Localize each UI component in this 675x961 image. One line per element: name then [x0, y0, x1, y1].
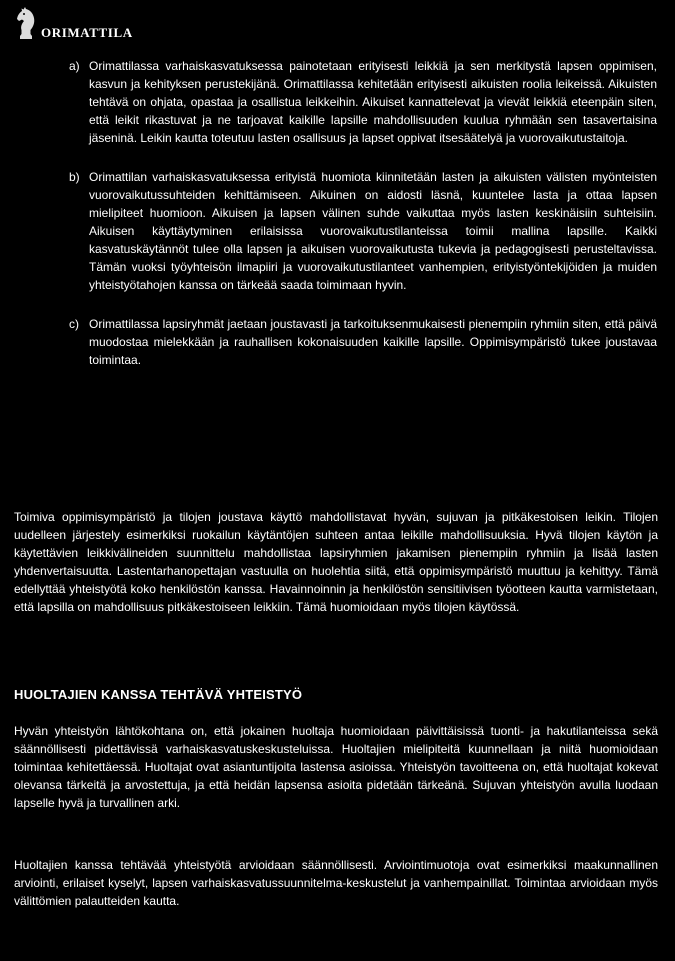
list-item-text: Orimattilassa lapsiryhmät jaetaan joustavasti ja tarkoituksenmukaisesti pienempiin ryhmiin siten, että päivä muodostaa mielekkään ja rauhallisen kokonaisuuden kaikille lapsille. Oppimisympäristö tukee joustavaa toimintaa. [89, 317, 657, 367]
list-item [69, 315, 657, 369]
section-heading: HUOLTAJIEN KANSSA TEHTÄVÄ YHTEISTYÖ [14, 687, 303, 702]
list-item [69, 57, 657, 147]
numbered-list [69, 57, 657, 369]
paragraph-learning-environment: Toimiva oppimisympäristö ja tilojen joustava käyttö mahdollistavat hyvän, sujuvan ja pitkäkestoisen leikin. Tilojen uudelleen järjestely esimerkiksi ruokailun käytäntöjen suhteen antaa leikille mahdollisuuksia. Hyvä tilojen käytön ja käytettävien leikkivälineiden suunnittelu mahdollistaa lapsiryhmien jakamisen pienempiin ryhmiin ja lisää lasten yhdenvertaisuutta. Lastentarhanopettajan vastuulla on huolehtia siitä, että oppimisympäristö muuttuu ja kehittyy. Tämä edellyttää yhteistyötä koko henkilöstön kanssa. Havainnoinnin ja henkilöstön sensitiivisen työotteen kautta varmistetaan, että lapsilla on mahdollisuus pitkäkestoiseen leikkiin. Tämä huomioidaan myös tilojen käytössä. [14, 510, 658, 614]
list-marker: b) [69, 170, 80, 184]
list-item-text: Orimattilan varhaiskasvatuksessa erityistä huomiota kiinnitetään lasten ja aikuisten välisten myönteisten vuorovaikutussuhteiden kehittämiseen. Aikuinen on aidosti läsnä, kuuntelee lasta ja ottaa lapsen mielipiteet huomioon. Aikuisen ja lapsen välinen suhde vaikuttaa myös lasten keskinäisiin suhteisiin. Aikuisen käyttäytyminen erilaisissa vuorovaikutustilanteissa toimii mallina lapsille. Kaikki kasvatuskäytännöt tulee olla lapsen ja aikuisen vuorovaikutusta tukevia ja pedagogisesti perusteltavissa. Tämän vuoksi työyhteisön ilmapiiri ja vuorovaikutustilanteet vanhempien, erityistyöntekijöiden ja muiden yhteistyötahojen kanssa on tärkeää saada toimimaan hyvin. [89, 170, 657, 292]
paragraph-cooperation-1: Hyvän yhteistyön lähtökohtana on, että jokainen huoltaja huomioidaan päivittäisissä tuonti- ja hakutilanteissa sekä säännöllisesti pidettävissä varhaiskasvatuskeskusteluissa. Huoltajien mielipiteitä kuunnellaan ja niitä huomioidaan toimintaa kehitettäessä. Huoltajat ovat asiantuntijoita lastensa asioissa. Yhteistyön tavoitteena on, että huoltajat kokevat olevansa tärkeitä ja arvostettuja, ja että heidän lapsensa asioita pidetään tärkeänä. Sujuvan yhteistyön avulla luodaan lapselle hyvä ja turvallinen arki. [14, 724, 658, 810]
list-marker: a) [69, 59, 80, 73]
list-item [69, 168, 657, 294]
list-item-text: Orimattilassa varhaiskasvatuksessa painotetaan erityisesti leikkiä ja sen merkitystä lapsen oppimisen, kasvun ja kehityksen perustekijänä. Orimattilassa kehitetään erityisesti aikuisten roolia leikeissä. Aikuisten tehtävä on ohjata, opastaa ja osallistua leikkeihin. Aikuiset kannattelevat ja vievät leikkiä eteenpäin siten, että leikit rikastuvat ja ne tarjoavat kaikille lapsille mahdollisuuden kuulua ryhmään sen tasavertaisina jäseninä. Leikin kautta toteutuu lasten osallisuus ja lapset oppivat itsesäätelyä ja vuorovaikutustaitoja. [89, 59, 657, 145]
chess-knight-icon [14, 6, 38, 40]
brand-name: ORIMATTILA [41, 25, 133, 40]
header [14, 6, 133, 40]
list-marker: c) [69, 317, 79, 331]
paragraph-cooperation-2: Huoltajien kanssa tehtävää yhteistyötä arvioidaan säännöllisesti. Arviointimuotoja ovat esimerkiksi maakunnallinen arviointi, erilaiset kyselyt, lapsen varhaiskasvatussuunnitelma-keskustelut ja vanhempainillat. Toimintaa arvioidaan myös välittömien palautteiden kautta. [14, 858, 658, 908]
